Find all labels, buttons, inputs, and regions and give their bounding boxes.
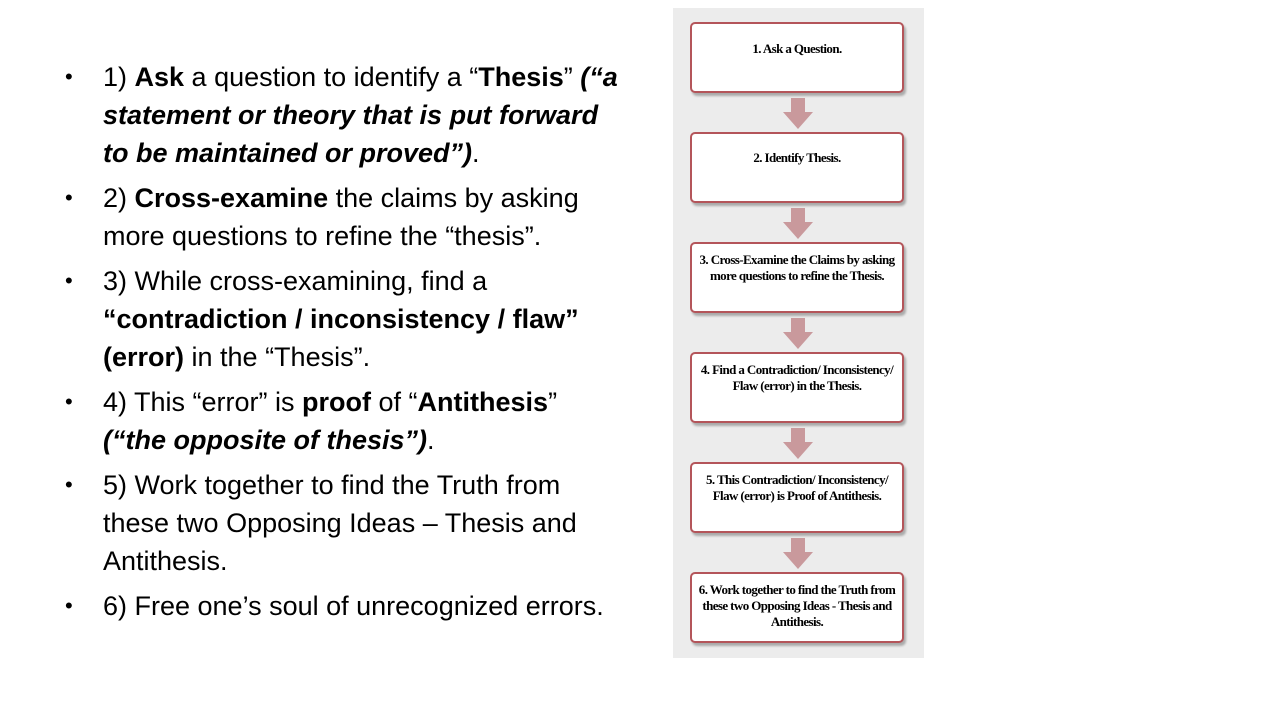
text-segment: Ask: [134, 62, 185, 92]
bullet-item: [62, 383, 622, 459]
flow-step-label: 5. This Contradiction/ Inconsistency/ Flaw (error) is Proof of Antithesis.: [706, 472, 888, 503]
down-arrow-icon: [783, 318, 813, 350]
bullet-list: [62, 58, 622, 632]
text-segment: 4) This “error” is: [103, 387, 303, 417]
bullet-item: [62, 179, 622, 255]
flowchart-panel: [673, 8, 924, 658]
down-arrow-icon: [783, 428, 813, 460]
bullet-item: [62, 262, 622, 376]
bullet-text: [103, 591, 604, 621]
text-segment: proof: [302, 387, 372, 417]
flow-step-label: 1. Ask a Question.: [752, 41, 842, 56]
text-segment: 1): [103, 62, 135, 92]
bullet-item: [62, 58, 622, 172]
bullet-item: [62, 587, 622, 625]
text-segment: Cross-examine: [134, 183, 329, 213]
text-segment: 5) Work together to find the Truth from these two Opposing Ideas – Thesis and Antithesis.: [103, 470, 577, 576]
bullet-text: [103, 266, 579, 372]
bullet-marker: •: [65, 185, 73, 210]
flow-step-2: [690, 132, 904, 203]
bullet-text: [103, 470, 577, 576]
bullet-text: [103, 183, 579, 251]
text-segment: .: [427, 425, 435, 455]
text-segment: Antithesis: [417, 387, 549, 417]
text-segment: the claims by asking more questions to refine the “thesis”.: [103, 183, 579, 251]
down-arrow-icon: [783, 98, 813, 130]
bullet-marker: •: [65, 472, 73, 497]
down-arrow-icon: [783, 538, 813, 570]
text-segment: ”: [548, 387, 558, 417]
bullet-marker: •: [65, 268, 73, 293]
flow-step-label: 3. Cross-Examine the Claims by asking more questions to refine the Thesis.: [699, 252, 895, 283]
text-segment: .: [472, 138, 480, 168]
bullet-text: [103, 387, 557, 455]
text-segment: (“the opposite of thesis”): [103, 425, 427, 455]
bullet-marker: •: [65, 389, 73, 414]
flow-step-6: [690, 572, 904, 643]
text-segment: ”: [563, 62, 581, 92]
bullet-marker: •: [65, 593, 73, 618]
down-arrow-icon: [783, 208, 813, 240]
text-segment: a question to identify a “: [184, 62, 479, 92]
text-segment: Thesis: [478, 62, 564, 92]
flow-step-4: [690, 352, 904, 423]
flow-step-label: 6. Work together to find the Truth from these two Opposing Ideas - Thesis and Antithesis.: [698, 582, 896, 629]
bullet-marker: •: [65, 64, 73, 89]
flow-step-3: [690, 242, 904, 313]
text-segment: 3) While cross-examining, find a: [103, 266, 488, 296]
flow-step-1: [690, 22, 904, 93]
flow-step-label: 2. Identify Thesis.: [753, 150, 841, 165]
flow-step-label: 4. Find a Contradiction/ Inconsistency/ Flaw (error) in the Thesis.: [700, 362, 894, 393]
bullet-text: [103, 62, 618, 168]
text-segment: of “: [371, 387, 418, 417]
text-segment: (“a statement or theory that is put forward to be maintained or proved”): [103, 62, 618, 168]
text-segment: in the “Thesis”.: [184, 342, 371, 372]
text-segment: 2): [103, 183, 135, 213]
text-segment: 6) Free one’s soul of unrecognized errors.: [103, 591, 604, 621]
flow-step-5: [690, 462, 904, 533]
bullet-item: [62, 466, 622, 580]
text-segment: “contradiction / inconsistency / flaw” (error): [103, 304, 579, 372]
